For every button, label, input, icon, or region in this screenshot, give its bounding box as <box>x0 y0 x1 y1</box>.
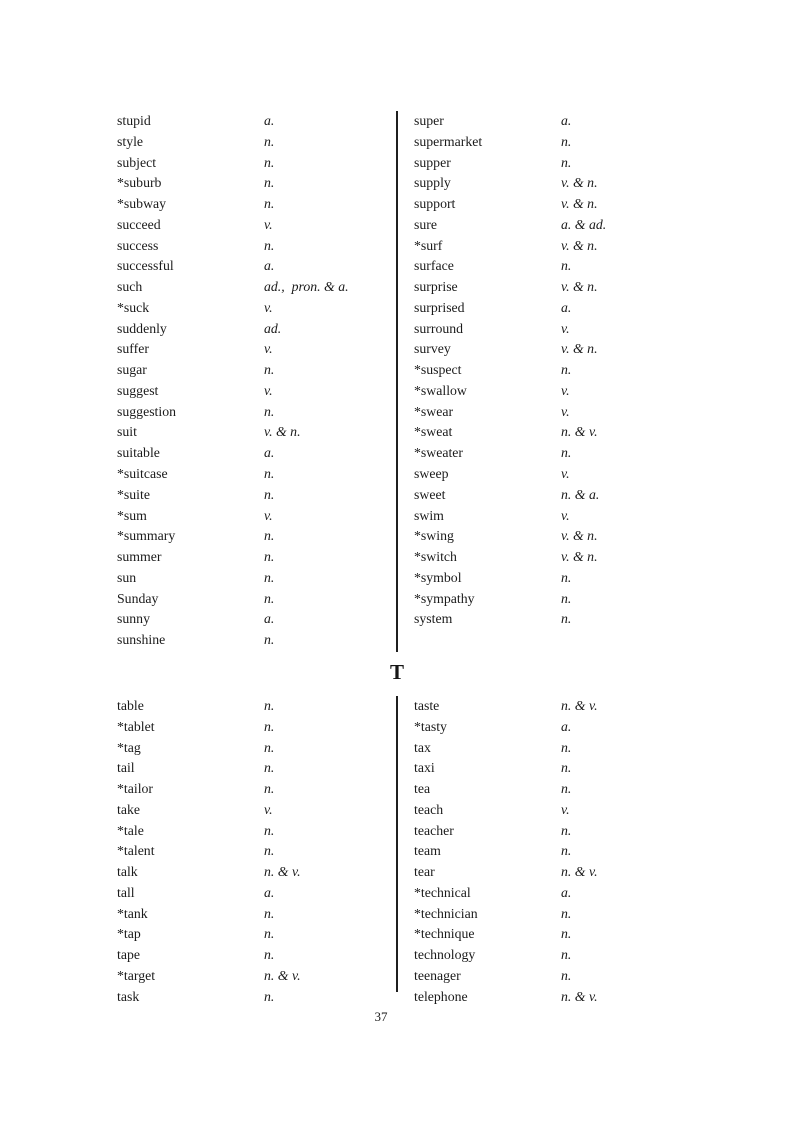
entry-word: *switch <box>414 549 457 565</box>
entry-word: suitable <box>117 445 160 461</box>
entry-row <box>117 111 389 132</box>
entry-pos: v. <box>264 382 273 398</box>
entry-pos: n. <box>264 569 275 585</box>
entry-word: tail <box>117 760 135 776</box>
entry-pos: v. & n. <box>561 196 598 212</box>
entry-row <box>117 758 389 779</box>
entry-pos: n. <box>264 466 275 482</box>
entry-word: stupid <box>117 113 151 128</box>
entry-pos: ad. <box>264 320 282 336</box>
entry-pos: v. <box>264 801 273 817</box>
entry-row <box>414 609 686 630</box>
entry-row <box>117 236 389 257</box>
entry-pos: n. <box>264 362 275 378</box>
entry-pos: a. <box>561 718 572 734</box>
entry-word: *tag <box>117 739 141 755</box>
entry-row <box>117 630 389 651</box>
entry-row <box>117 800 389 821</box>
entry-word: *sweat <box>414 424 453 440</box>
entry-pos: v. <box>264 507 273 523</box>
entry-row <box>117 422 389 443</box>
entry-word: task <box>117 988 140 1004</box>
entry-word: telephone <box>414 988 468 1004</box>
entry-word: *summary <box>117 528 176 544</box>
entry-word: success <box>117 237 159 253</box>
entry-word: system <box>414 611 453 627</box>
entry-word: tea <box>414 781 431 797</box>
entry-word: surround <box>414 320 464 336</box>
entry-pos: n. <box>264 988 275 1004</box>
entry-word: *suck <box>117 299 150 315</box>
entry-word: *surf <box>414 237 443 253</box>
entry-word: *suburb <box>117 175 162 191</box>
entry-pos: n. <box>561 133 572 149</box>
entry-word: take <box>117 801 140 817</box>
entry-pos: n. <box>264 947 275 963</box>
entry-row <box>414 779 686 800</box>
entry-pos: v. & n. <box>561 341 598 357</box>
entry-pos: n. <box>264 196 275 212</box>
entry-word: suggest <box>117 382 159 398</box>
entry-pos: n. <box>264 154 275 170</box>
entry-pos: n. <box>264 590 275 606</box>
entry-pos: n. <box>264 237 275 253</box>
section-heading-t: T <box>389 660 404 684</box>
entry-row <box>117 821 389 842</box>
entry-word: teach <box>414 801 444 817</box>
entry-row <box>117 485 389 506</box>
entry-word: teacher <box>414 822 454 838</box>
entry-word: supermarket <box>414 133 483 149</box>
entry-word: *sympathy <box>414 590 475 606</box>
entry-pos: v. <box>264 216 273 232</box>
entry-pos: a. <box>264 611 275 627</box>
word-column-left <box>117 696 389 1007</box>
entry-row <box>117 779 389 800</box>
entry-row <box>117 904 389 925</box>
entry-word: *technical <box>414 884 471 900</box>
entry-pos: n. <box>264 822 275 838</box>
entry-pos: n. & v. <box>561 424 598 440</box>
entry-pos: v. & n. <box>264 424 301 440</box>
word-column-right <box>414 111 686 630</box>
entry-pos: n. <box>561 843 572 859</box>
entry-pos: n. & v. <box>264 864 301 880</box>
entry-pos: n. <box>561 258 572 274</box>
entry-row <box>414 443 686 464</box>
page-number: 37 <box>374 1009 388 1024</box>
entry-row <box>117 339 389 360</box>
word-column-right <box>414 696 686 1007</box>
entry-word: taxi <box>414 760 435 776</box>
entry-pos: n. & v. <box>561 988 598 1004</box>
entry-word: sunshine <box>117 632 166 648</box>
column-divider <box>396 696 398 992</box>
entry-row <box>414 526 686 547</box>
entry-pos: n. <box>264 926 275 942</box>
entry-row <box>117 277 389 298</box>
entry-row <box>117 443 389 464</box>
entry-word: *subway <box>117 196 167 212</box>
entry-word: team <box>414 843 441 859</box>
entry-word: *tailor <box>117 781 154 797</box>
entry-pos: n. <box>561 947 572 963</box>
entry-pos: a. <box>561 884 572 900</box>
entry-row <box>414 339 686 360</box>
entry-pos: n. & v. <box>264 967 301 983</box>
entry-row <box>117 506 389 527</box>
entry-pos: n. <box>264 739 275 755</box>
entry-word: subject <box>117 154 157 170</box>
entry-word: survey <box>414 341 451 357</box>
entry-row <box>117 256 389 277</box>
entry-pos: v. <box>561 466 570 482</box>
entry-row <box>414 485 686 506</box>
entry-row <box>414 256 686 277</box>
entry-pos: v. & n. <box>561 279 598 295</box>
entry-row <box>117 862 389 883</box>
entry-row <box>117 173 389 194</box>
entry-row <box>414 883 686 904</box>
entry-word: tax <box>414 739 431 755</box>
entry-row <box>414 924 686 945</box>
entry-word: suggestion <box>117 403 177 419</box>
entry-word: *talent <box>117 843 155 859</box>
entry-word: *swear <box>414 403 454 419</box>
entry-pos: n. & a. <box>561 486 600 502</box>
entry-pos: a. <box>264 445 275 461</box>
entry-row <box>117 153 389 174</box>
entry-pos: n. <box>264 486 275 502</box>
entry-row <box>414 800 686 821</box>
entry-word: sugar <box>117 362 147 378</box>
entry-row <box>414 758 686 779</box>
entry-row <box>414 738 686 759</box>
column-divider <box>396 111 398 652</box>
entry-word: successful <box>117 258 174 274</box>
entry-word: *suite <box>117 486 150 502</box>
entry-row <box>414 506 686 527</box>
entry-row <box>414 862 686 883</box>
entry-row <box>117 738 389 759</box>
entry-word: super <box>414 113 444 128</box>
entry-word: tall <box>117 884 135 900</box>
entry-pos: n. <box>561 926 572 942</box>
entry-pos: v. <box>561 801 570 817</box>
entry-row <box>117 568 389 589</box>
entry-row <box>117 717 389 738</box>
entry-pos: a. & ad. <box>561 216 607 232</box>
entry-row <box>414 568 686 589</box>
entry-row <box>414 945 686 966</box>
entry-pos: n. <box>264 549 275 565</box>
entry-row <box>117 381 389 402</box>
entry-word: *tale <box>117 822 144 838</box>
entry-word: technology <box>414 947 476 963</box>
entry-word: sun <box>117 569 137 585</box>
entry-pos: n. <box>264 843 275 859</box>
entry-row <box>414 194 686 215</box>
word-section-t <box>0 696 794 1009</box>
entry-word: surprise <box>414 279 458 295</box>
entry-pos: n. <box>561 781 572 797</box>
entry-row <box>414 717 686 738</box>
entry-word: *tasty <box>414 718 447 734</box>
entry-pos: n. <box>264 175 275 191</box>
entry-pos: n. <box>264 632 275 648</box>
entry-word: *target <box>117 967 156 983</box>
entry-row <box>117 883 389 904</box>
entry-word: support <box>414 196 456 212</box>
entry-word: sure <box>414 216 437 232</box>
entry-row <box>414 381 686 402</box>
entry-word: *tap <box>117 926 141 942</box>
entry-pos: n. <box>264 698 275 713</box>
entry-row <box>117 360 389 381</box>
entry-word: style <box>117 133 144 149</box>
entry-row <box>117 696 389 717</box>
entry-row <box>414 696 686 717</box>
entry-pos: a. <box>561 113 572 128</box>
entry-pos: n. <box>561 905 572 921</box>
entry-pos: n. <box>264 760 275 776</box>
entry-word: *sweater <box>414 445 464 461</box>
word-section-s <box>0 111 794 652</box>
entry-row <box>414 298 686 319</box>
entry-row <box>414 547 686 568</box>
entry-pos: n. <box>264 905 275 921</box>
entry-pos: v. <box>561 320 570 336</box>
entry-word: sweep <box>414 466 449 482</box>
entry-word: supper <box>414 154 451 170</box>
entry-word: sunny <box>117 611 150 627</box>
entry-word: *swing <box>414 528 454 544</box>
entry-word: *tablet <box>117 718 155 734</box>
entry-row <box>117 547 389 568</box>
entry-word: suit <box>117 424 137 440</box>
entry-pos: a. <box>561 299 572 315</box>
entry-row <box>117 841 389 862</box>
entry-row <box>117 924 389 945</box>
entry-pos: n. <box>561 967 572 983</box>
entry-word: *technician <box>414 905 478 921</box>
entry-word: taste <box>414 698 440 713</box>
entry-pos: v. <box>264 299 273 315</box>
entry-pos: n. <box>561 611 572 627</box>
entry-pos: n. <box>561 822 572 838</box>
entry-word: summer <box>117 549 162 565</box>
entry-word: *sum <box>117 507 147 523</box>
entry-row <box>117 987 389 1008</box>
entry-row <box>414 360 686 381</box>
entry-word: *symbol <box>414 569 462 585</box>
entry-pos: n. <box>561 739 572 755</box>
entry-word: succeed <box>117 216 161 232</box>
entry-word: tear <box>414 864 435 880</box>
entry-word: suddenly <box>117 320 167 336</box>
entry-row <box>414 841 686 862</box>
entry-pos: n. <box>561 154 572 170</box>
entry-row <box>117 609 389 630</box>
entry-word: supply <box>414 175 451 191</box>
entry-word: *tank <box>117 905 148 921</box>
entry-word: suffer <box>117 341 149 357</box>
entry-row <box>117 298 389 319</box>
entry-word: *swallow <box>414 382 467 398</box>
entry-word: swim <box>414 507 444 523</box>
entry-word: *technique <box>414 926 475 942</box>
entry-row <box>414 987 686 1008</box>
entry-pos: n. <box>561 760 572 776</box>
entry-pos: n. <box>264 133 275 149</box>
entry-row <box>117 589 389 610</box>
entry-row <box>117 966 389 987</box>
entry-word: teenager <box>414 967 461 983</box>
entry-row <box>117 402 389 423</box>
entry-pos: a. <box>264 258 275 274</box>
entry-pos: n. <box>561 590 572 606</box>
entry-pos: v. <box>561 403 570 419</box>
entry-row <box>117 464 389 485</box>
entry-word: talk <box>117 864 138 880</box>
entry-row <box>414 132 686 153</box>
entry-word: surprised <box>414 299 465 315</box>
entry-row <box>117 526 389 547</box>
entry-row <box>414 215 686 236</box>
entry-row <box>117 945 389 966</box>
entry-word: table <box>117 698 144 713</box>
entry-pos: n. & v. <box>561 864 598 880</box>
entry-pos: n. <box>264 718 275 734</box>
entry-row <box>414 589 686 610</box>
entry-row <box>414 966 686 987</box>
entry-word: *suspect <box>414 362 462 378</box>
entry-pos: a. <box>264 884 275 900</box>
entry-pos: v. <box>264 341 273 357</box>
entry-pos: n. <box>264 528 275 544</box>
entry-word: *suitcase <box>117 466 168 482</box>
entry-row <box>414 111 686 132</box>
entry-pos: v. & n. <box>561 528 598 544</box>
entry-row <box>117 132 389 153</box>
entry-pos: v. <box>561 382 570 398</box>
entry-row <box>414 422 686 443</box>
entry-word: tape <box>117 947 140 963</box>
entry-pos: n. <box>561 569 572 585</box>
entry-row <box>117 194 389 215</box>
entry-pos: n. <box>561 445 572 461</box>
entry-pos: a. <box>264 113 275 128</box>
entry-pos: ad., pron. & a. <box>264 279 349 295</box>
entry-word: such <box>117 279 143 295</box>
entry-pos: v. & n. <box>561 175 598 191</box>
entry-pos: v. & n. <box>561 549 598 565</box>
entry-row <box>414 236 686 257</box>
entry-pos: n. & v. <box>561 698 598 713</box>
entry-word: sweet <box>414 486 446 502</box>
entry-row <box>414 464 686 485</box>
entry-row <box>414 153 686 174</box>
entry-pos: v. <box>561 507 570 523</box>
entry-word: Sunday <box>117 590 159 606</box>
entry-pos: n. <box>561 362 572 378</box>
entry-row <box>414 821 686 842</box>
entry-row <box>414 173 686 194</box>
entry-row <box>117 215 389 236</box>
entry-row <box>117 319 389 340</box>
entry-pos: v. & n. <box>561 237 598 253</box>
entry-row <box>414 402 686 423</box>
word-column-left <box>117 111 389 651</box>
entry-pos: n. <box>264 781 275 797</box>
entry-row <box>414 277 686 298</box>
entry-pos: n. <box>264 403 275 419</box>
entry-word: surface <box>414 258 454 274</box>
entry-row <box>414 319 686 340</box>
entry-row <box>414 904 686 925</box>
